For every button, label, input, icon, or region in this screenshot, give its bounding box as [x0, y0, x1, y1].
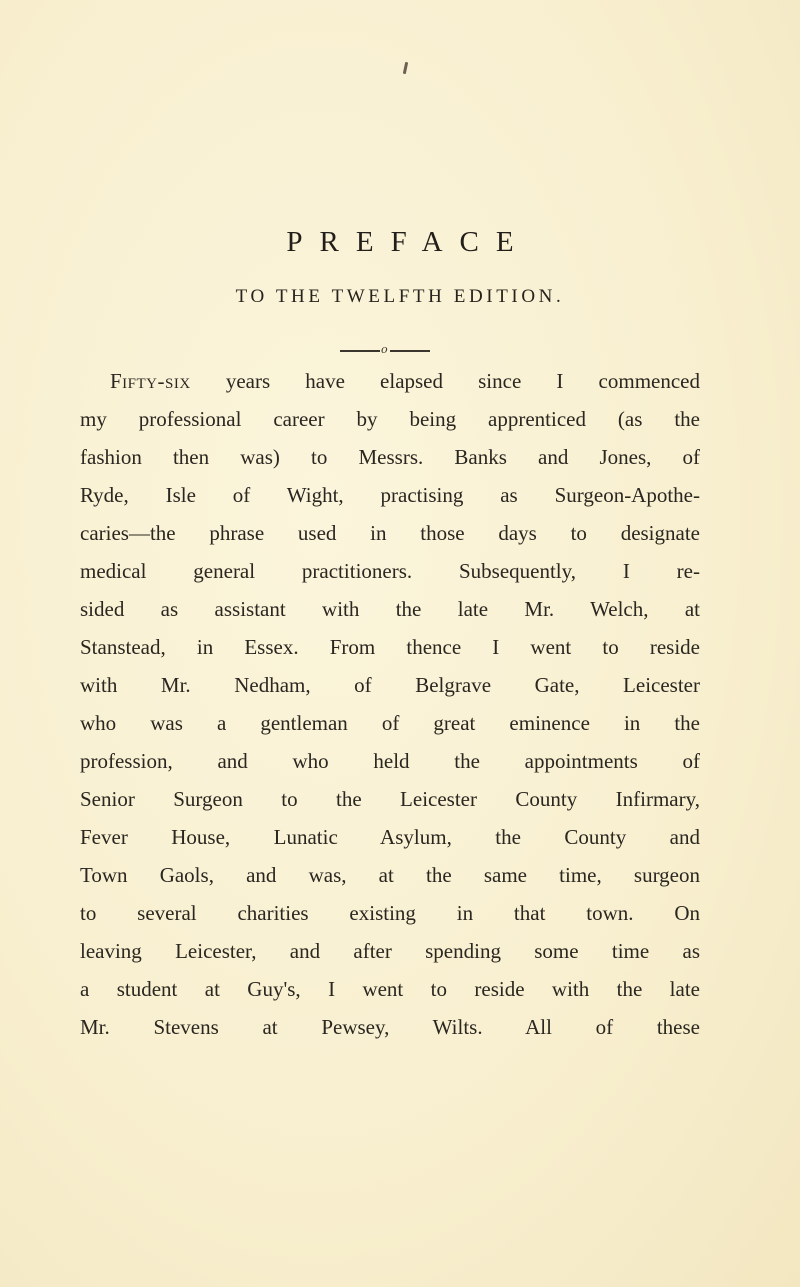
text-line: leaving Leicester, and after spending some time as [80, 939, 700, 963]
ink-mark [403, 62, 408, 74]
text-line: Ryde, Isle of Wight, practising as Surgeon-Apothe- [80, 483, 700, 507]
divider-rule-right [390, 350, 430, 352]
text-line: a student at Guy's, I went to reside with the late [80, 977, 700, 1001]
text-line: to several charities existing in that town. On [80, 901, 700, 925]
text-line: Senior Surgeon to the Leicester County Infirmary, [80, 787, 700, 811]
text-line: my professional career by being apprenticed (as the [80, 407, 700, 431]
text-line: Mr. Stevens at Pewsey, Wilts. All of these [80, 1015, 700, 1039]
section-divider [340, 344, 432, 356]
text-line: Stanstead, in Essex. From thence I went to reside [80, 635, 700, 659]
divider-glyph: o [381, 343, 388, 356]
text-line: sided as assistant with the late Mr. Welch, at [80, 597, 700, 621]
text-line: medical general practitioners. Subsequently, I re- [80, 559, 700, 583]
text-line: Fever House, Lunatic Asylum, the County and [80, 825, 700, 849]
text-line-rest: years have elapsed since I commenced [190, 369, 700, 393]
text-line: fashion then was) to Messrs. Banks and Jones, of [80, 445, 700, 469]
page-subtitle: TO THE TWELFTH EDITION. [235, 286, 565, 307]
divider-rule-left [340, 350, 380, 352]
opening-words: Fifty-six [110, 369, 191, 393]
text-line: who was a gentleman of great eminence in the [80, 711, 700, 735]
body-text [80, 362, 700, 1046]
text-line: caries—the phrase used in those days to designate [80, 521, 700, 545]
page-title: PREFACE [286, 226, 531, 258]
text-line: Town Gaols, and was, at the same time, surgeon [80, 863, 700, 887]
text-line: with Mr. Nedham, of Belgrave Gate, Leicester [80, 673, 700, 697]
text-line: profession, and who held the appointments of [80, 749, 700, 773]
text-line [80, 362, 700, 400]
